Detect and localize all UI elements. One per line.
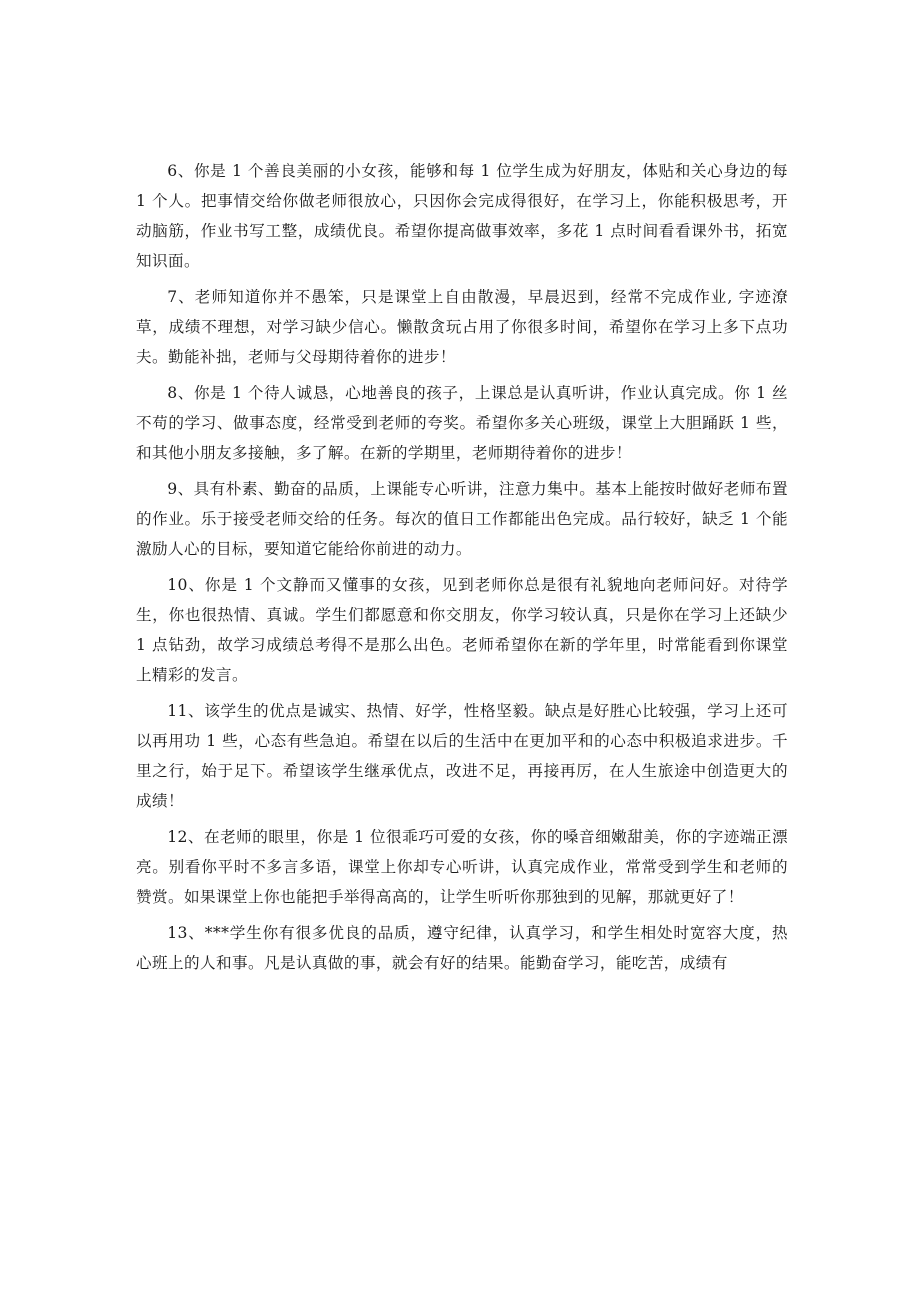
paragraph-12: 12、在老师的眼里，你是 1 位很乖巧可爱的女孩，你的嗓音细嫩甜美，你的字迹端正漂亮。别看你平时不多言多语，课堂上你却专心听讲，认真完成作业，常常受到学生和老师的赞赏。如果课堂上你也能把手举得高高的，让学生听听你那独到的见解，那就更好了！	[136, 828, 788, 906]
paragraph-10: 10、你是 1 个文静而又懂事的女孩，见到老师你总是很有礼貌地向老师问好。对待学生，你也很热情、真诚。学生们都愿意和你交朋友，你学习较认真，只是你在学习上还缺少 1 点钻劲，故学习成绩总考得不是那么出色。老师希望你在新的学年里，时常能看到你课堂上精彩的发言。	[136, 576, 788, 684]
paragraph-11: 11、该学生的优点是诚实、热情、好学，性格坚毅。缺点是好胜心比较强，学习上还可以再用功 1 些，心态有些急迫。希望在以后的生活中在更加平和的心态中积极追求进步。千里之行，始于足下。希望该学生继承优点，改进不足，再接再厉，在人生旅途中创造更大的成绩！	[136, 702, 788, 810]
document-body	[136, 156, 788, 984]
paragraph-6: 6、你是 1 个善良美丽的小女孩，能够和每 1 位学生成为好朋友，体贴和关心身边的每 1 个人。把事情交给你做老师很放心，只因你会完成得很好，在学习上，你能积极思考，开动脑筋，作业书写工整，成绩优良。希望你提高做事效率，多花 1 点时间看看课外书，拓宽知识面。	[136, 162, 788, 270]
paragraph-7: 7、老师知道你并不愚笨，只是课堂上自由散漫，早晨迟到，经常不完成作业, 字迹潦草，成绩不理想，对学习缺少信心。懒散贪玩占用了你很多时间，希望你在学习上多下点功夫。勤能补拙，老师与父母期待着你的进步！	[136, 288, 788, 366]
paragraph-8: 8、你是 1 个待人诚恳，心地善良的孩子，上课总是认真听讲，作业认真完成。你 1 丝不苟的学习、做事态度，经常受到老师的夸奖。希望你多关心班级，课堂上大胆踊跃 1 些，和其他小朋友多接触，多了解。在新的学期里，老师期待着你的进步！	[136, 384, 788, 462]
paragraph-13: 13、***学生你有很多优良的品质，遵守纪律，认真学习，和学生相处时宽容大度，热心班上的人和事。凡是认真做的事，就会有好的结果。能勤奋学习，能吃苦，成绩有	[136, 924, 788, 972]
paragraph-9: 9、具有朴素、勤奋的品质，上课能专心听讲，注意力集中。基本上能按时做好老师布置的作业。乐于接受老师交给的任务。每次的值日工作都能出色完成。品行较好，缺乏 1 个能激励人心的目标，要知道它能给你前进的动力。	[136, 480, 788, 558]
